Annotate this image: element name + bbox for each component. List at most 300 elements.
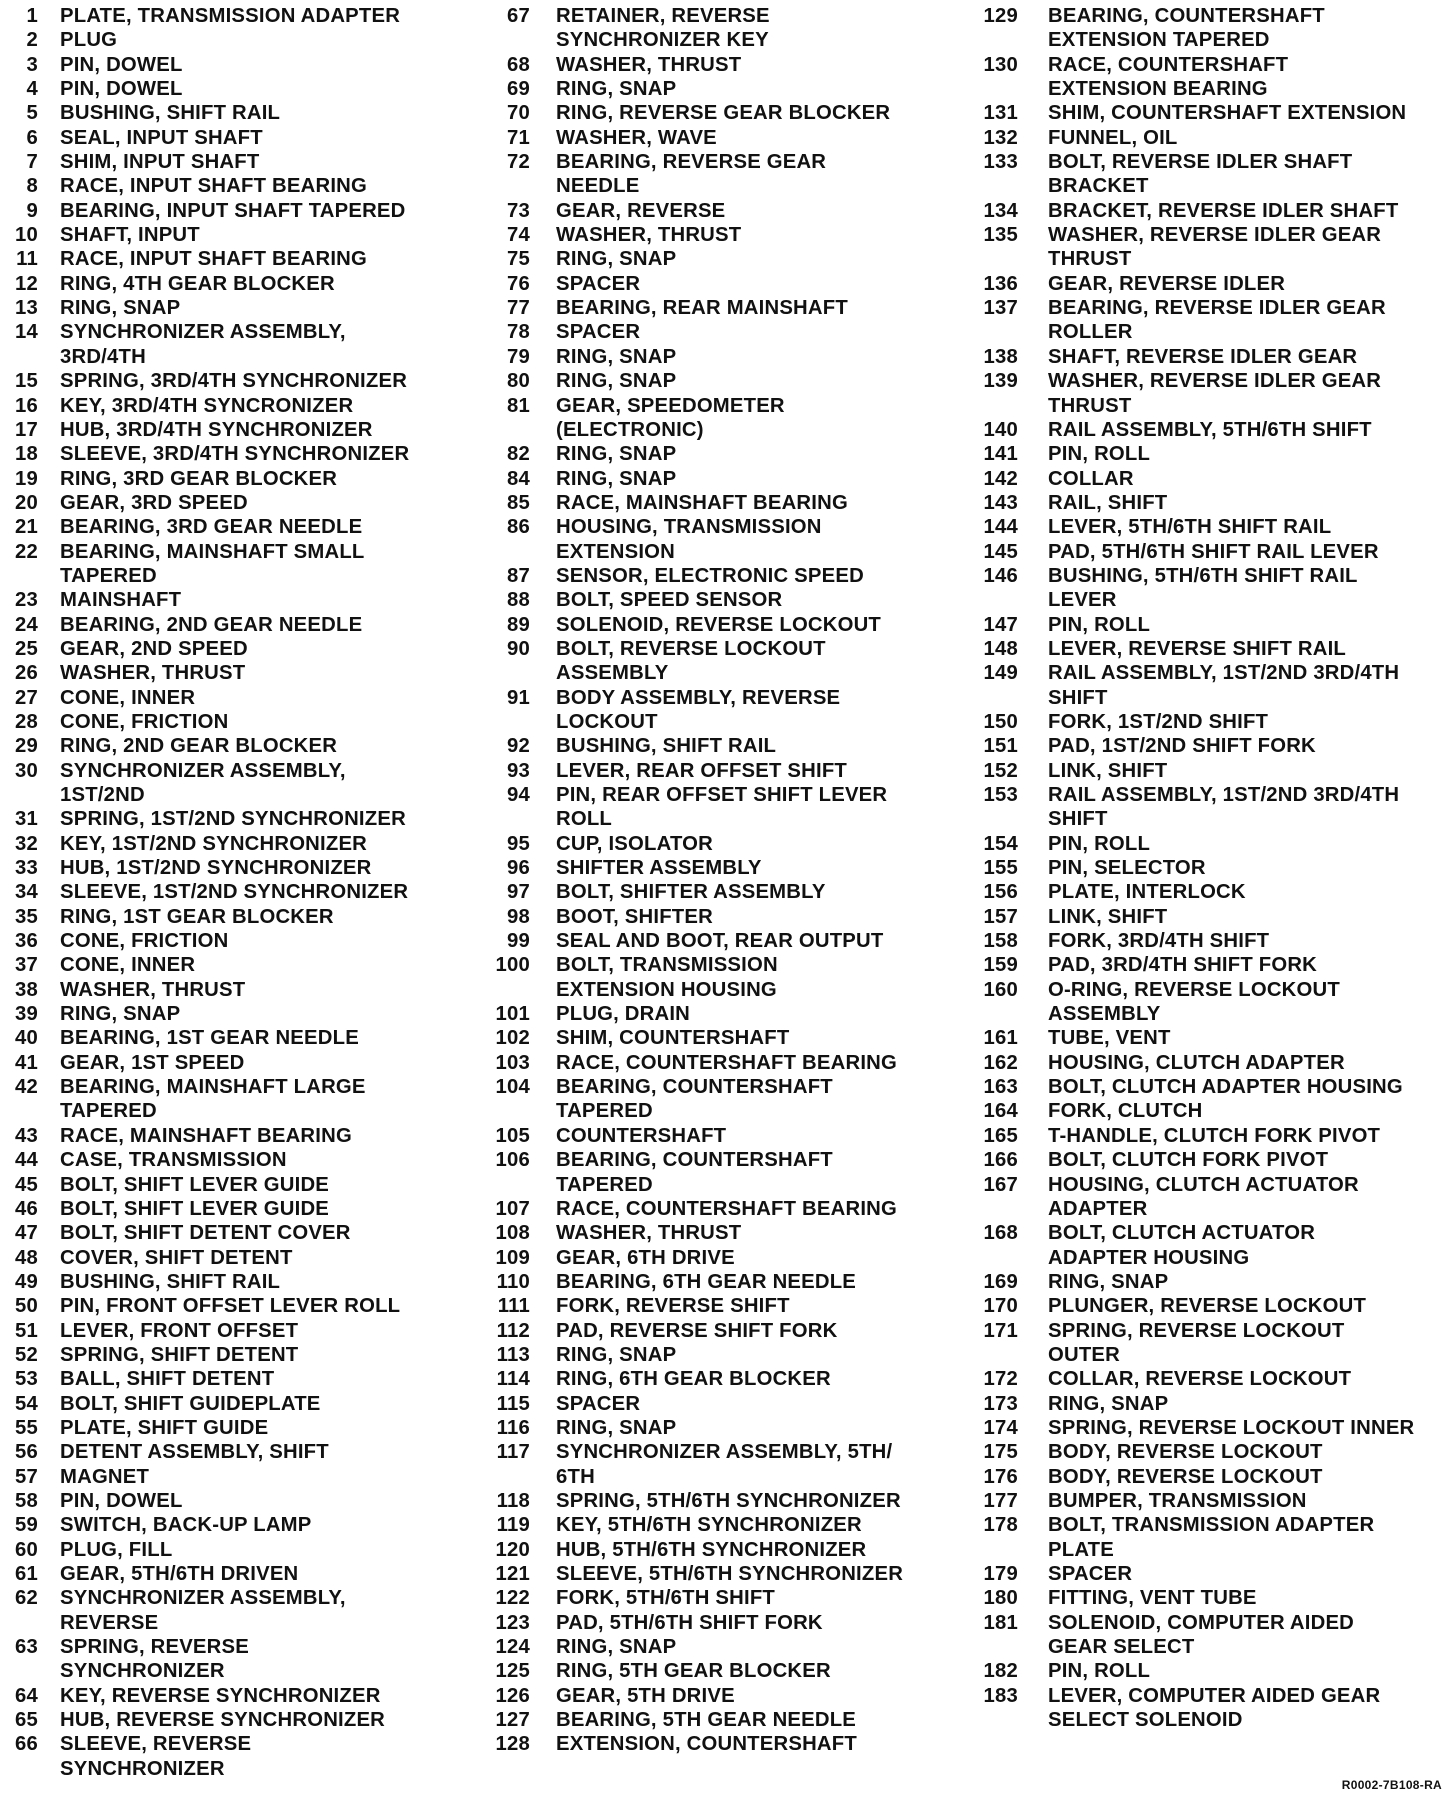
legend-entry [8,540,478,589]
part-description: RACE, COUNTERSHAFT EXTENSION BEARING [1048,53,1289,101]
part-description: WASHER, WAVE [556,126,717,149]
part-number: 17 [15,418,38,441]
part-description: SLEEVE, 1ST/2ND SYNCHRONIZER [60,881,409,904]
legend-entry [484,686,964,735]
part-description: SPRING, 5TH/6TH SYNCHRONIZER [556,1489,901,1512]
part-description: RACE, MAINSHAFT BEARING [60,1124,352,1147]
part-number: 46 [15,1197,38,1220]
legend-entry [8,1513,478,1537]
part-number: 105 [495,1124,530,1147]
legend-entry [8,953,478,977]
part-number: 82 [507,443,530,466]
legend-entry [968,491,1452,515]
legend-entry [968,1440,1452,1464]
part-description: LEVER, REVERSE SHIFT RAIL [1048,637,1346,660]
legend-entry [968,661,1452,710]
part-description: SYNCHRONIZER ASSEMBLY, REVERSE [60,1587,346,1634]
part-description: RING, REVERSE GEAR BLOCKER [556,102,891,125]
part-number: 123 [495,1611,530,1634]
part-description: RING, SNAP [556,1416,677,1439]
part-description: HOUSING, TRANSMISSION EXTENSION [556,516,822,563]
part-number: 67 [507,5,530,27]
part-description: RING, SNAP [556,467,677,490]
legend-entry [968,1659,1452,1683]
part-description: SOLENOID, COMPUTER AIDED GEAR SELECT [1048,1611,1355,1659]
part-description: PLUG [60,29,118,52]
legend-entry [8,1392,478,1416]
legend-entry [484,1392,964,1416]
legend-entry [968,467,1452,491]
legend-entry [968,1099,1452,1123]
part-description: RETAINER, REVERSE SYNCHRONIZER KEY [556,5,770,52]
part-number: 166 [983,1149,1018,1172]
part-number: 47 [15,1222,38,1245]
part-description: SENSOR, ELECTRONIC SPEED [556,564,864,587]
legend-entry [8,199,478,223]
legend-entry [484,150,964,199]
part-description: FORK, CLUTCH [1048,1100,1203,1123]
part-number: 37 [15,954,38,977]
part-number: 74 [507,224,530,247]
part-description: MAINSHAFT [60,589,182,612]
legend-entry [968,1075,1452,1099]
part-number: 143 [983,491,1018,514]
legend-entry [8,1635,478,1684]
part-number: 158 [983,930,1018,953]
part-description: PLATE, TRANSMISSION ADAPTER [60,5,401,27]
part-description: BRACKET, REVERSE IDLER SHAFT [1048,199,1399,222]
legend-entry [484,1246,964,1270]
part-description: GEAR, SPEEDOMETER (ELECTRONIC) [556,394,785,441]
part-description: RAIL ASSEMBLY, 1ST/2ND 3RD/4TH SHIFT [1048,784,1400,831]
part-number: 38 [15,978,38,1001]
legend-entry [8,1416,478,1440]
part-description: GEAR, 5TH/6TH DRIVEN [60,1563,299,1585]
part-description: RACE, INPUT SHAFT BEARING [60,248,367,271]
part-number: 161 [983,1027,1018,1050]
legend-entry [8,710,478,734]
part-number: 24 [15,613,38,636]
legend-entry [8,1319,478,1343]
legend-entry [484,199,964,223]
part-number: 172 [983,1368,1018,1391]
legend-entry [968,734,1452,758]
part-description: GEAR, 2ND SPEED [60,637,248,660]
part-number: 50 [15,1295,38,1318]
legend-entry [968,1319,1452,1368]
legend-entry [968,1270,1452,1294]
part-number: 159 [983,954,1018,977]
legend-entry [8,296,478,320]
legend-entry [8,515,478,539]
part-description: SPACER [556,321,641,344]
part-number: 151 [983,735,1018,758]
part-description: RING, SNAP [556,78,677,101]
part-description: PIN, ROLL [1048,613,1151,636]
part-description: FORK, 3RD/4TH SHIFT [1048,930,1270,953]
part-description: BEARING, COUNTERSHAFT EXTENSION TAPERED [1048,5,1325,52]
part-description: KEY, REVERSE SYNCHRONIZER [60,1684,381,1707]
part-description: MAGNET [60,1465,150,1488]
part-description: BEARING, REVERSE IDLER GEAR ROLLER [1048,297,1386,344]
part-number: 35 [15,905,38,928]
legend-entry [484,345,964,369]
legend-entry [968,1489,1452,1513]
part-number: 145 [983,540,1018,563]
legend-entry [968,1562,1452,1586]
part-description: KEY, 3RD/4TH SYNCRONIZER [60,394,354,417]
part-number: 88 [507,589,530,612]
part-number: 64 [15,1684,38,1707]
legend-entry [8,174,478,198]
legend-entry [8,1708,478,1732]
legend-entry [484,929,964,953]
part-description: BODY, REVERSE LOCKOUT [1048,1441,1323,1464]
legend-entry [968,369,1452,418]
part-number: 130 [983,53,1018,76]
part-number: 52 [15,1343,38,1366]
part-number: 138 [983,345,1018,368]
part-number: 134 [983,199,1018,222]
legend-entry [484,1538,964,1562]
part-description: EXTENSION, COUNTERSHAFT [556,1733,857,1756]
part-number: 149 [983,662,1018,685]
part-description: LEVER, 5TH/6TH SHIFT RAIL [1048,516,1332,539]
part-number: 175 [983,1441,1018,1464]
part-description: RAIL ASSEMBLY, 1ST/2ND 3RD/4TH SHIFT [1048,662,1400,709]
part-number: 77 [507,297,530,320]
part-number: 28 [15,710,38,733]
legend-entry [484,515,964,564]
part-number: 104 [495,1076,530,1099]
part-description: GEAR, 1ST SPEED [60,1051,245,1074]
part-description: COUNTERSHAFT [556,1124,727,1147]
part-number: 150 [983,710,1018,733]
legend-entry [968,199,1452,223]
part-description: PAD, REVERSE SHIFT FORK [556,1319,838,1342]
legend-entry [8,905,478,929]
legend-entry [484,1197,964,1221]
legend-entry [484,1367,964,1391]
legend-entry [968,1416,1452,1440]
part-number: 155 [983,857,1018,880]
legend-entry [484,1002,964,1026]
legend-entry [484,442,964,466]
part-description: SHIM, COUNTERSHAFT [556,1027,790,1050]
part-number: 122 [495,1587,530,1610]
legend-entry [484,1489,964,1513]
part-number: 169 [983,1270,1018,1293]
part-description: CONE, INNER [60,686,196,709]
part-number: 60 [15,1538,38,1561]
part-description: LEVER, COMPUTER AIDED GEAR SELECT SOLENOID [1048,1684,1381,1732]
part-description: RING, 6TH GEAR BLOCKER [556,1368,831,1391]
part-description: SYNCHRONIZER ASSEMBLY, 5TH/ 6TH [556,1441,893,1488]
part-number: 94 [507,784,530,806]
legend-entry [8,807,478,831]
legend-entry [968,1221,1452,1270]
legend-entry [484,223,964,247]
part-number: 70 [507,102,530,125]
legend-entry [484,759,964,783]
legend-entry [484,1270,964,1294]
part-number: 62 [15,1587,38,1610]
legend-entry [8,856,478,880]
part-description: COLLAR, REVERSE LOCKOUT [1048,1368,1352,1391]
part-description: SYNCHRONIZER ASSEMBLY, 1ST/2ND [60,759,346,806]
part-number: 36 [15,930,38,953]
part-description: RING, SNAP [556,443,677,466]
legend-entry [968,1684,1452,1733]
part-number: 7 [26,151,38,174]
legend-entry [8,1075,478,1124]
part-number: 92 [507,735,530,758]
legend-entry [484,953,964,1002]
part-number: 98 [507,905,530,928]
legend-entry [8,686,478,710]
legend-column-2 [484,4,964,1757]
part-description: O-RING, REVERSE LOCKOUT ASSEMBLY [1048,978,1340,1026]
part-description: PAD, 5TH/6TH SHIFT RAIL LEVER [1048,540,1379,563]
part-number: 106 [495,1149,530,1172]
legend-entry [484,1562,964,1586]
part-description: BEARING, 1ST GEAR NEEDLE [60,1027,359,1050]
part-description: WASHER, REVERSE IDLER GEAR THRUST [1048,370,1382,417]
legend-entry [8,1343,478,1367]
legend-entry [8,101,478,125]
legend-entry [484,467,964,491]
part-description: PAD, 5TH/6TH SHIFT FORK [556,1611,823,1634]
part-description: SOLENOID, REVERSE LOCKOUT [556,613,882,636]
legend-column-1 [8,4,478,1781]
legend-entry [968,905,1452,929]
legend-entry [484,588,964,612]
part-number: 34 [15,881,38,904]
part-description: RAIL ASSEMBLY, 5TH/6TH SHIFT [1048,418,1372,441]
part-description: RING, SNAP [556,370,677,393]
part-description: BUSHING, SHIFT RAIL [556,735,777,758]
legend-entry [968,1051,1452,1075]
part-number: 114 [496,1368,530,1391]
legend-entry [8,1124,478,1148]
part-number: 45 [15,1173,38,1196]
legend-entry [8,1173,478,1197]
part-number: 31 [15,808,38,831]
legend-entry [484,320,964,344]
part-number: 6 [26,126,38,149]
part-description: PLUG, DRAIN [556,1003,691,1026]
legend-entry [8,223,478,247]
part-number: 54 [15,1392,38,1415]
part-number: 39 [15,1003,38,1026]
part-description: BOLT, TRANSMISSION EXTENSION HOUSING [556,954,778,1001]
part-number: 113 [496,1343,530,1366]
part-description: RING, 1ST GEAR BLOCKER [60,905,334,928]
part-number: 53 [15,1368,38,1391]
part-number: 148 [983,637,1018,660]
part-number: 80 [507,370,530,393]
legend-entry [484,1051,964,1075]
part-description: BOLT, CLUTCH ADAPTER HOUSING [1048,1076,1403,1099]
part-description: CONE, INNER [60,954,196,977]
part-number: 181 [983,1611,1018,1634]
part-number: 42 [15,1076,38,1099]
part-description: LINK, SHIFT [1048,905,1168,928]
legend-entry [8,880,478,904]
legend-entry [968,1465,1452,1489]
part-number: 144 [983,516,1018,539]
part-description: BEARING, INPUT SHAFT TAPERED [60,199,406,222]
legend-entry [484,1416,964,1440]
legend-entry [484,637,964,686]
part-number: 160 [983,978,1018,1001]
part-description: HUB, REVERSE SYNCHRONIZER [60,1709,386,1732]
legend-entry [968,564,1452,613]
part-description: RING, SNAP [556,1636,677,1659]
part-description: RING, 2ND GEAR BLOCKER [60,735,338,758]
part-number: 27 [15,686,38,709]
part-number: 11 [16,248,38,271]
part-number: 73 [507,199,530,222]
legend-entry [484,1732,964,1756]
legend-entry [8,1026,478,1050]
part-number: 30 [15,759,38,782]
legend-entry [484,101,964,125]
legend-entry [484,1611,964,1635]
legend-entry [8,442,478,466]
part-description: SEAL, INPUT SHAFT [60,126,263,149]
legend-entry [484,1440,964,1489]
legend-entry [8,126,478,150]
legend-entry [968,223,1452,272]
legend-entry [968,1586,1452,1610]
part-description: CUP, ISOLATOR [556,832,713,855]
part-description: SPRING, REVERSE LOCKOUT INNER [1048,1416,1415,1439]
part-number: 65 [15,1709,38,1732]
legend-entry [8,1489,478,1513]
legend-entry [484,394,964,443]
part-number: 139 [983,370,1018,393]
part-number: 5 [26,102,38,125]
part-number: 29 [15,735,38,758]
part-number: 51 [15,1319,38,1342]
legend-entry [484,1124,964,1148]
part-description: COVER, SHIFT DETENT [60,1246,293,1269]
part-number: 93 [507,759,530,782]
part-description: KEY, 1ST/2ND SYNCHRONIZER [60,832,368,855]
part-number: 72 [507,151,530,174]
part-number: 91 [507,686,530,709]
part-description: BOLT, TRANSMISSION ADAPTER PLATE [1048,1514,1375,1561]
part-number: 127 [495,1709,530,1732]
legend-entry [968,418,1452,442]
part-description: RING, SNAP [1048,1270,1169,1293]
part-description: GEAR, REVERSE [556,199,726,222]
part-description: RACE, MAINSHAFT BEARING [556,491,848,514]
part-number: 86 [507,516,530,539]
part-number: 13 [15,297,38,320]
legend-entry [484,491,964,515]
part-number: 25 [15,637,38,660]
part-number: 142 [983,467,1018,490]
legend-entry [968,1148,1452,1172]
part-number: 19 [15,467,38,490]
legend-entry [484,77,964,101]
legend-entry [8,1246,478,1270]
legend-entry [8,759,478,808]
legend-entry [8,1294,478,1318]
part-number: 100 [495,954,530,977]
part-description: CASE, TRANSMISSION [60,1149,287,1172]
legend-entry [8,734,478,758]
part-number: 112 [496,1319,530,1342]
legend-entry [8,28,478,52]
part-number: 111 [497,1295,530,1318]
part-description: HOUSING, CLUTCH ACTUATOR ADAPTER [1048,1173,1359,1220]
part-number: 129 [983,5,1018,27]
part-description: WASHER, THRUST [556,224,742,247]
legend-entry [484,296,964,320]
legend-entry [484,1148,964,1197]
legend-entry [968,1367,1452,1391]
part-number: 18 [15,443,38,466]
legend-entry [484,1708,964,1732]
part-description: BEARING, REAR MAINSHAFT [556,297,848,320]
part-number: 108 [495,1222,530,1245]
part-description: KEY, 5TH/6TH SYNCHRONIZER [556,1514,862,1537]
part-description: PLUG, FILL [60,1538,173,1561]
legend-entry [8,661,478,685]
legend-entry [8,1197,478,1221]
part-number: 171 [983,1319,1018,1342]
part-description: BOLT, CLUTCH ACTUATOR ADAPTER HOUSING [1048,1222,1316,1269]
legend-entry [484,564,964,588]
part-number: 23 [15,589,38,612]
legend-entry [8,613,478,637]
legend-entry [968,515,1452,539]
part-description: PLATE, SHIFT GUIDE [60,1416,269,1439]
legend-entry [8,491,478,515]
legend-entry [8,1270,478,1294]
part-number: 165 [983,1124,1018,1147]
legend-entry [968,53,1452,102]
legend-entry [8,1440,478,1464]
part-description: FORK, REVERSE SHIFT [556,1295,790,1318]
part-number: 176 [983,1465,1018,1488]
part-description: SPRING, 1ST/2ND SYNCHRONIZER [60,808,406,831]
figure-code: R0002-7B108-RA [1341,1778,1442,1792]
part-description: SPRING, 3RD/4TH SYNCHRONIZER [60,370,408,393]
part-description: PIN, ROLL [1048,443,1151,466]
part-number: 154 [983,832,1018,855]
part-number: 71 [507,126,530,149]
part-number: 109 [495,1246,530,1269]
legend-column-3 [968,4,1452,1732]
legend-entry [8,637,478,661]
legend-entry [968,929,1452,953]
part-description: HUB, 3RD/4TH SYNCHRONIZER [60,418,373,441]
legend-entry [484,613,964,637]
legend-entry [968,272,1452,296]
part-description: BOLT, SHIFTER ASSEMBLY [556,881,826,904]
part-number: 95 [507,832,530,855]
part-number: 178 [983,1514,1018,1537]
part-number: 75 [507,248,530,271]
legend-entry [968,4,1452,53]
legend-entry [968,953,1452,977]
part-description: BOLT, REVERSE IDLER SHAFT BRACKET [1048,151,1353,198]
part-number: 124 [495,1636,530,1659]
